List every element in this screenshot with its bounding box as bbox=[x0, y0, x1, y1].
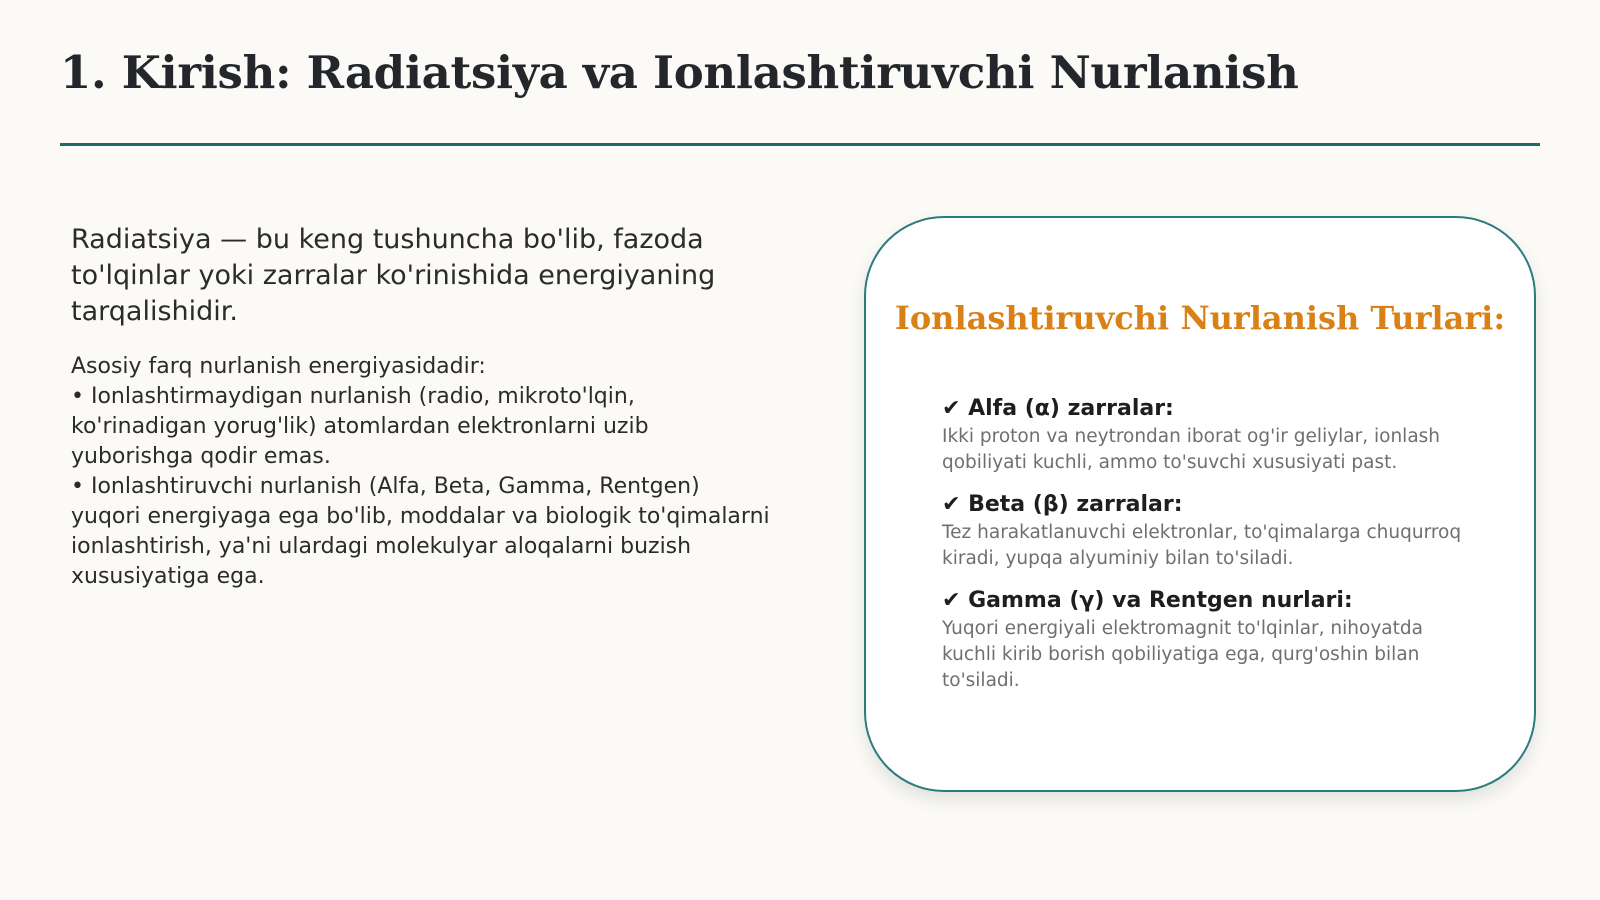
radiation-types-card bbox=[864, 216, 1536, 792]
list-item-alpha bbox=[942, 394, 1482, 476]
item-heading-beta: ✔ Beta (β) zarralar: bbox=[942, 492, 1183, 517]
card-title: Ionlashtiruvchi Nurlanish Turlari: bbox=[894, 299, 1506, 337]
list-item-gamma bbox=[942, 586, 1482, 694]
detail-block bbox=[71, 352, 771, 592]
item-heading-gamma: ✔ Gamma (γ) va Rentgen nurlari: bbox=[942, 588, 1353, 613]
item-description-beta: Tez harakatlanuvchi elektronlar, to'qimalarga chuqurroq kiradi, yupqa alyuminiy bilan to'siladi. bbox=[942, 522, 1462, 569]
detail-lead: Asosiy farq nurlanish energiyasidadir: bbox=[71, 354, 486, 379]
radiation-types-list bbox=[942, 394, 1482, 708]
item-heading-alpha: ✔ Alfa (α) zarralar: bbox=[942, 396, 1174, 421]
item-description-gamma: Yuqori energiyali elektromagnit to'lqinlar, nihoyatda kuchli kirib borish qobiliyatiga ega, qurg'oshin bilan to'siladi. bbox=[942, 618, 1423, 691]
intro-paragraph: Radiatsiya — bu keng tushuncha bo'lib, fazoda to'lqinlar yoki zarralar ko'rinishida energiyaning tarqalishidir. bbox=[71, 224, 716, 327]
bullet-non-ionizing: • Ionlashtirmaydigan nurlanish (radio, mikroto'lqin, ko'rinadigan yorug'lik) atomlardan elektronlarni uzib yuborishga qodir emas. bbox=[71, 384, 649, 469]
list-item-beta bbox=[942, 490, 1482, 572]
title-divider bbox=[60, 143, 1540, 146]
page-title: 1. Kirish: Radiatsiya va Ionlashtiruvchi Nurlanish bbox=[60, 46, 1299, 99]
intro-column bbox=[71, 222, 771, 592]
item-description-alpha: Ikki proton va neytrondan iborat og'ir geliylar, ionlash qobiliyati kuchli, ammo to'suvchi xususiyati past. bbox=[942, 426, 1441, 473]
bullet-ionizing: • Ionlashtiruvchi nurlanish (Alfa, Beta, Gamma, Rentgen) yuqori energiyaga ega bo'lib, moddalar va biologik to'qimalarni ionlashtirish, ya'ni ulardagi molekulyar aloqalarni buzish xususiyatiga ega. bbox=[71, 474, 770, 589]
